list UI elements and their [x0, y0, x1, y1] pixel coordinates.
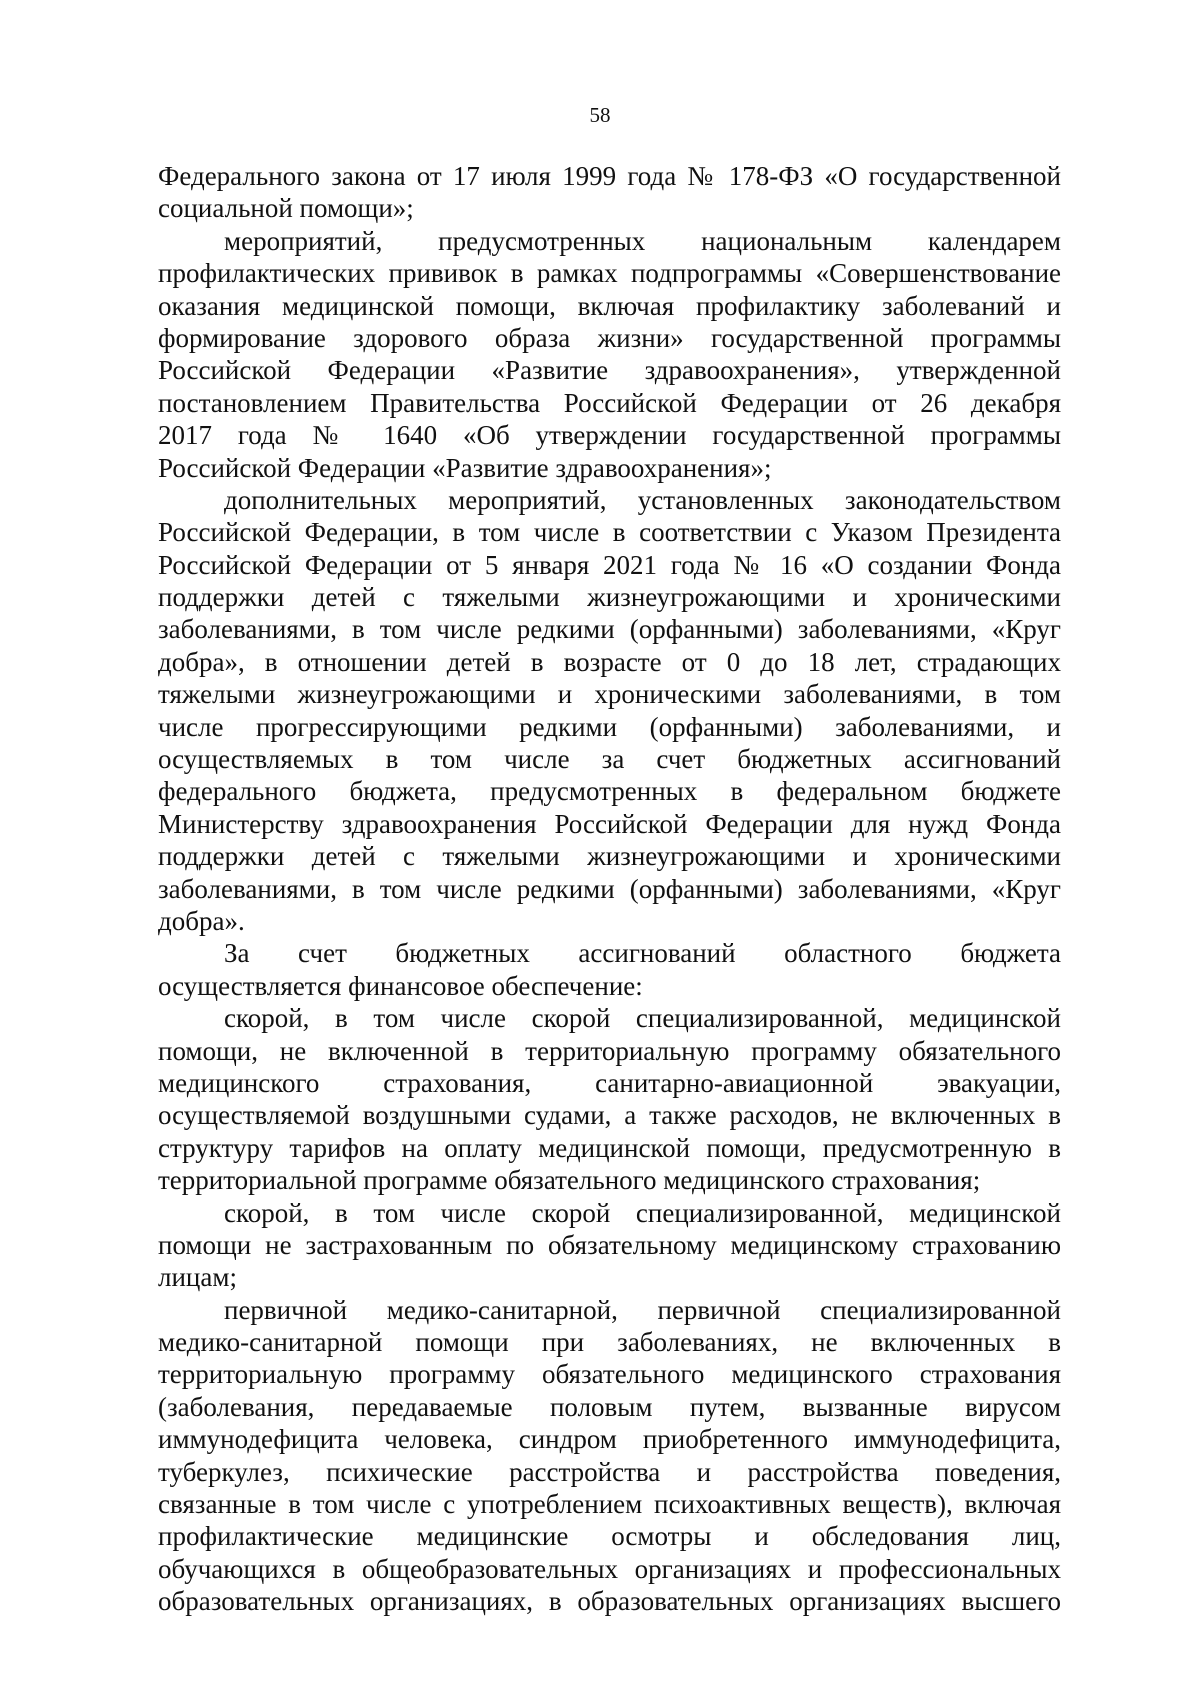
text-line: Российской Федерации «Развитие здравоохранения», утвержденной — [158, 355, 1061, 386]
text-line: мероприятий, предусмотренных национальным календарем — [224, 225, 1061, 256]
text-line: Федерального закона от 17 июля 1999 года № 178-ФЗ «О государственной — [158, 161, 1061, 191]
text-line: скорой, в том числе скорой специализированной, медицинской — [224, 1003, 1061, 1034]
text-line: помощи, не включенной в территориальную программу обязательного — [158, 1035, 1061, 1066]
text-line: заболеваниями, в том числе редкими (орфанными) заболеваниями, «Круг — [158, 873, 1061, 904]
text-line: постановлением Правительства Российской Федерации от 26 декабря — [158, 387, 1061, 418]
text-line: территориальную программу обязательного медицинского страхования — [158, 1359, 1061, 1390]
text-line: Российской Федерации, в том числе в соответствии с Указом Президента — [158, 517, 1061, 548]
text-line: (заболевания, передаваемые половым путем, вызванные вирусом — [158, 1391, 1061, 1422]
text-line: социальной помощи»; — [158, 193, 414, 224]
text-line: образовательных организациях, в образовательных организациях высшего — [158, 1586, 1061, 1617]
document-body — [158, 160, 1061, 1618]
text-line: формирование здорового образа жизни» государственной программы — [158, 322, 1061, 353]
text-line: поддержки детей с тяжелыми жизнеугрожающими и хроническими — [158, 582, 1061, 613]
text-line: помощи не застрахованным по обязательному медицинскому страхованию — [158, 1229, 1061, 1260]
text-line: первичной медико-санитарной, первичной специализированной — [224, 1294, 1061, 1325]
text-line: добра». — [158, 905, 245, 936]
text-line: дополнительных мероприятий, установленных законодательством — [224, 484, 1061, 515]
text-line: заболеваниями, в том числе редкими (орфанными) заболеваниями, «Круг — [158, 614, 1061, 645]
text-line: 2017 года № 1640 «Об утверждении государственной программы — [158, 420, 1061, 451]
text-line: профилактических прививок в рамках подпрограммы «Совершенствование — [158, 258, 1061, 289]
text-line: структуру тарифов на оплату медицинской помощи, предусмотренную в — [158, 1132, 1061, 1163]
page-number: 58 — [589, 103, 611, 127]
text-line: профилактические медицинские осмотры и обследования лиц, — [158, 1521, 1061, 1552]
text-line: туберкулез, психические расстройства и расстройства поведения, — [158, 1456, 1061, 1487]
text-line: лицам; — [158, 1262, 237, 1293]
text-line: поддержки детей с тяжелыми жизнеугрожающими и хроническими — [158, 841, 1061, 872]
text-line: осуществляется финансовое обеспечение: — [158, 970, 643, 1001]
text-line: медицинского страхования, санитарно-авиационной эвакуации, — [158, 1067, 1061, 1098]
text-line: За счет бюджетных ассигнований областного бюджета — [224, 938, 1061, 969]
text-line: добра», в отношении детей в возрасте от 0 до 18 лет, страдающих — [158, 646, 1061, 677]
text-line: иммунодефицита человека, синдром приобретенного иммунодефицита, — [158, 1424, 1061, 1455]
text-line: числе прогрессирующими редкими (орфанными) заболеваниями, и — [158, 711, 1061, 742]
text-line: обучающихся в общеобразовательных организациях и профессиональных — [158, 1553, 1061, 1584]
text-line: территориальной программе обязательного медицинского страхования; — [158, 1165, 981, 1196]
text-line: скорой, в том числе скорой специализированной, медицинской — [224, 1197, 1061, 1228]
text-line: осуществляемых в том числе за счет бюджетных ассигнований — [158, 744, 1061, 775]
text-line: медико-санитарной помощи при заболеваниях, не включенных в — [158, 1327, 1061, 1358]
text-line: Российской Федерации от 5 января 2021 года № 16 «О создании Фонда — [158, 549, 1061, 580]
text-line: тяжелыми жизнеугрожающими и хроническими заболеваниями, в том — [158, 679, 1061, 710]
text-line: Российской Федерации «Развитие здравоохранения»; — [158, 452, 772, 483]
text-line: осуществляемой воздушными судами, а также расходов, не включенных в — [158, 1100, 1061, 1131]
text-line: Министерству здравоохранения Российской Федерации для нужд Фонда — [158, 808, 1061, 839]
text-line: федерального бюджета, предусмотренных в федеральном бюджете — [158, 776, 1061, 807]
text-line: связанные в том числе с употреблением психоактивных веществ), включая — [158, 1489, 1061, 1520]
text-line: оказания медицинской помощи, включая профилактику заболеваний и — [158, 290, 1061, 321]
